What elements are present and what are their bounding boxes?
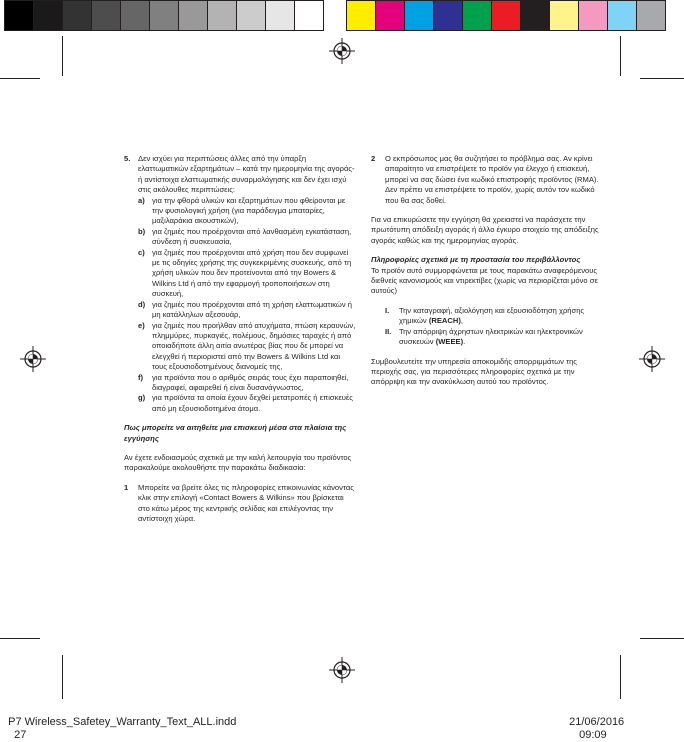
- sub-letter: b): [138, 226, 146, 236]
- color-swatch: [375, 0, 405, 31]
- sub-text: για ζημιές που προήλθαν από ατυχήματα, πτώση κεραυνών, πλημμύρες, πυρκαγιές, πολέμους, δημόσιες ταραχές ή από οποιαδήποτε άλλη αιτία ανωτέρας βίας που δε μπορεί να ελεγχθεί ή περιοριστεί από την Bowers & Wilkins Ltd και τους εξουσιοδοτημένους διανομείς της,: [152, 320, 356, 372]
- sub-text: για ζημιές που προέρχονται από τη χρήση ελαττωματικών ή μη κατάλληλων αξεσουάρ,: [152, 299, 352, 320]
- gray-swatch: [178, 0, 208, 31]
- color-swatch: [578, 0, 608, 31]
- sub-item: [124, 300, 356, 321]
- registration-mark-icon: [329, 657, 355, 683]
- gray-swatch: [236, 0, 266, 31]
- roman-item: [371, 306, 603, 327]
- slug-date: 21/06/2016: [569, 716, 625, 728]
- crop-mark: [62, 655, 63, 699]
- paragraph: Το προϊόν αυτό συμμορφώνεται με τους παρακάτω αναφερόμενους διεθνείς κανονισμούς και ντιρεκτίβες (χωρίς να περιορίζεται μόνο σε αυτούς): [371, 265, 598, 296]
- list-number: 2: [371, 154, 376, 163]
- section-heading: Πληροφορίες σχετικά με τη προστασία του περιβάλλοντος: [371, 255, 581, 265]
- crop-mark: [0, 638, 40, 639]
- list-text: Μπορείτε να βρείτε όλες τις πληροφορίες επικοινωνίας κάνοντας κλικ στην επιλογή «Contact Bowers & Wilkins» που βρίσκεται στο κάτω μέρος της κεντρικής σελίδας και επιλέγοντας την αντίστοιχη χώρα.: [138, 482, 354, 523]
- left-column: [124, 154, 356, 524]
- sub-text: για την φθορά υλικών και εξαρτημάτων που φθείρονται με την φυσιολογική χρήση (για παράδειγμα μπαταρίες, μαξιλαράκια ακουστικών),: [152, 195, 346, 226]
- print-slug: [2, 703, 236, 742]
- roman-bold: (WEEE): [435, 337, 464, 347]
- gray-swatch: [120, 0, 150, 31]
- color-swatch: [636, 0, 666, 31]
- registration-mark-icon: [639, 346, 665, 372]
- sub-item: [124, 196, 356, 227]
- color-swatch: [404, 0, 434, 31]
- list-item-5: [124, 154, 356, 196]
- gray-swatch: [294, 0, 324, 31]
- sub-item: [124, 227, 356, 248]
- color-swatch: [433, 0, 463, 31]
- sub-letter: c): [138, 247, 145, 257]
- color-swatch: [549, 0, 579, 31]
- print-slug-date: [563, 703, 624, 742]
- list-number: 5.: [124, 154, 131, 163]
- crop-mark: [0, 78, 40, 79]
- color-swatch: [346, 0, 376, 31]
- color-swatch: [520, 0, 550, 31]
- sub-letter: a): [138, 195, 145, 205]
- gray-swatch: [207, 0, 237, 31]
- roman-text: Την απόρριψη άχρηστων ηλεκτρικών και ηλεκτρονικών συσκευών: [399, 326, 583, 347]
- gray-swatch: [4, 0, 34, 31]
- crop-mark: [620, 36, 621, 76]
- roman-end: ,: [460, 316, 464, 326]
- color-swatch: [607, 0, 637, 31]
- color-swatch: [491, 0, 521, 31]
- roman-number: II.: [385, 326, 392, 336]
- sub-item: [124, 248, 356, 300]
- gray-swatch: [149, 0, 179, 31]
- gray-swatch: [265, 0, 295, 31]
- right-column: [371, 154, 603, 388]
- sub-text: για ζημιές που προέρχονται από λανθασμένη εγκατάσταση, σύνδεση ή συσκευασία,: [152, 226, 352, 247]
- registration-mark-icon: [20, 346, 46, 372]
- sub-letter: e): [138, 320, 145, 330]
- slug-filename: P7 Wireless_Safetey_Warranty_Text_ALL.indd: [8, 716, 237, 728]
- gray-swatch: [91, 0, 121, 31]
- section-heading: Πως μπορείτε να αιτηθείτε μια επισκευή μέσα στα πλαίσια της εγγύησης: [124, 423, 347, 443]
- list-text: Δεν ισχύει για περιπτώσεις άλλες από την ύπαρξη ελαττωματικών εξαρτημάτων – κατά την ημερομηνία της αγοράς- ή αντίστοιχα ελαττωματικής συναρμολόγησης και δεν έχει ισχύ στις ακόλουθες περιπτώσεις:: [138, 154, 355, 195]
- paragraph: Αν έχετε ενδοιασμούς σχετικά με την καλή λειτουργία του προϊόντος παρακαλούμε ακολουθήστε την παρακάτω διαδικασία:: [124, 452, 352, 473]
- sub-text: για προϊόντα τα οποία έχουν δεχθεί μετατροπές ή επισκευές από μη εξουσιοδοτημένα άτομα.: [152, 393, 353, 413]
- gray-swatch: [33, 0, 63, 31]
- roman-bold: (REACH): [428, 316, 461, 326]
- paragraph: Για να επικυρώσετε την εγγύηση θα χρειαστεί να παράσχετε την πρωτότυπη απόδειξη αγοράς ή άλλο έγκυρο στοιχείο της απόδειξης αγοράς καθώς και της ημερομηνίας αγοράς.: [371, 215, 599, 245]
- sub-letter: f): [138, 372, 144, 382]
- slug-time: 09:09: [579, 729, 607, 741]
- sub-item: [124, 393, 356, 414]
- roman-number: I.: [385, 305, 390, 315]
- sub-item: [124, 321, 356, 373]
- list-item-2: [371, 154, 603, 206]
- registration-mark-icon: [329, 38, 355, 64]
- sub-text: για προϊόντα που ο αριθμός σειράς τους έχει παραποιηθεί, διαγραφεί, αφαιρεθεί ή είναι δυσανάγνωστος,: [152, 372, 349, 392]
- list-text: Ο εκπρόσωπος μας θα συζητήσει το πρόβλημα σας. Αν κρίνει απαραίτητο να επιστρέψετε το προϊόν για έλεγχο ή επισκευή, μπορεί να σας δώσει ένα κωδικό επιστροφής προϊόντος (RMA). Δεν πρέπει να επιστρέψετε το προϊόν, χωρίς αυτόν τον κωδικό που θα σας δοθεί.: [385, 154, 599, 205]
- gray-swatch: [62, 0, 92, 31]
- list-item-1: [124, 483, 356, 525]
- list-number: 1: [124, 482, 129, 492]
- crop-mark: [640, 78, 684, 79]
- color-swatch: [462, 0, 492, 31]
- crop-mark: [62, 36, 63, 76]
- roman-end: .: [463, 337, 466, 347]
- paragraph: Συμβουλευτείτε την υπηρεσία αποκομιδής απορριμμάτων της περιοχής σας, για περισσότερες πληροφορίες σχετικά με την απόρριψη και την ανακύκλωση αυτού του προϊόντος.: [371, 356, 577, 387]
- sub-letter: g): [138, 393, 146, 403]
- crop-mark: [640, 638, 684, 639]
- sub-item: [124, 373, 356, 394]
- roman-text: Την καταγραφή, αξιολόγηση και εξουσιοδότηση χρήσης χημικών: [399, 305, 585, 326]
- crop-mark: [620, 655, 621, 699]
- roman-item: [371, 327, 603, 348]
- slug-page: 27: [14, 729, 27, 741]
- sub-letter: d): [138, 299, 146, 309]
- sub-text: για ζημιές που προέρχονται από χρήση που δεν συμφωνεί με τις οδηγίες χρήσης της συγκεκριμένης συσκευής, από τη χρήση υλικών που δεν προτείνονται από την Bowers & Wilkins Ltd ή από την εφαρμογή τροποποιήσεων στη συσκευή,: [152, 247, 352, 299]
